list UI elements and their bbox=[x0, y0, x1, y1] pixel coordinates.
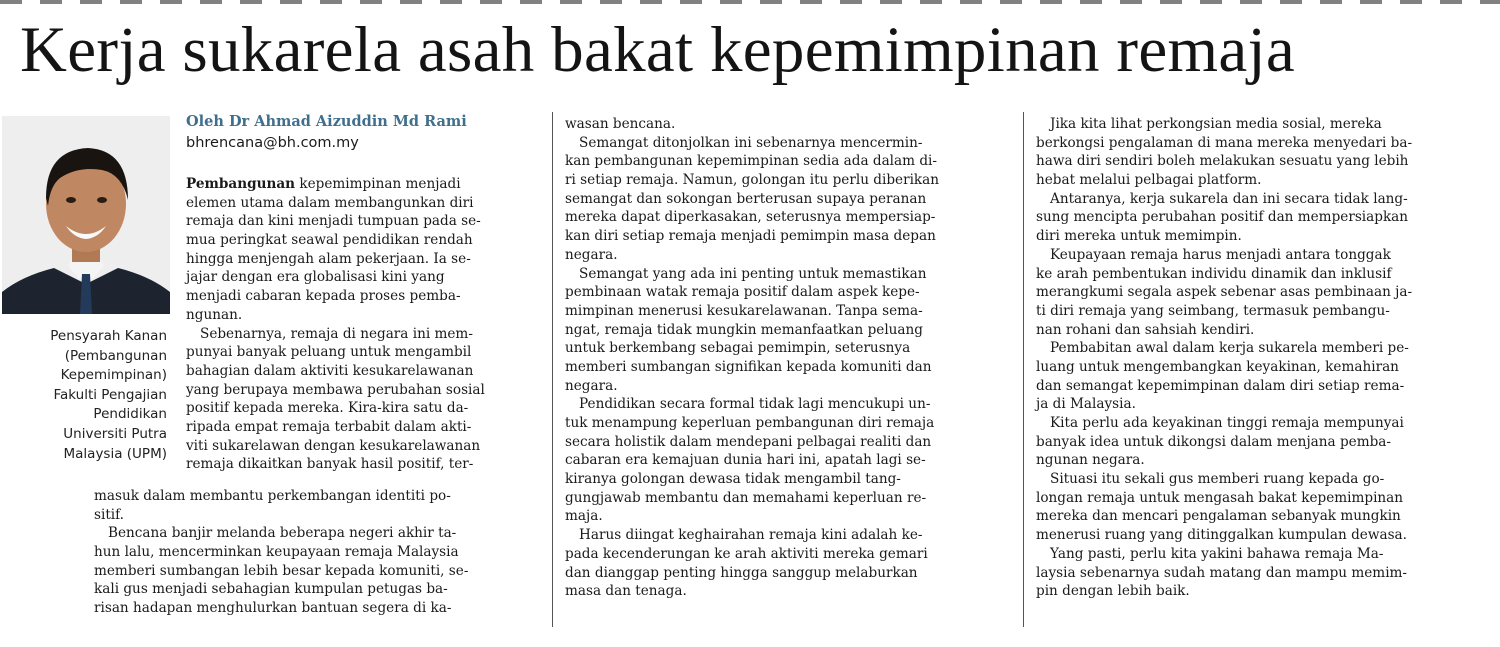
text-line: pin dengan lebih baik. bbox=[1036, 583, 1190, 600]
text-line: maja. bbox=[565, 508, 603, 525]
text-line: jajar dengan era globalisasi kini yang bbox=[186, 269, 445, 286]
text-line: ke arah pembentukan individu dinamik dan inklusif bbox=[1036, 265, 1392, 282]
column-divider-2 bbox=[1023, 112, 1024, 627]
text-line: sitif. bbox=[94, 506, 125, 523]
text-line: Bencana banjir melanda beberapa negeri akhir ta- bbox=[108, 525, 457, 542]
article-column-1-top bbox=[186, 175, 541, 474]
text-line: mereka dan mencari pengalaman sebanyak mungkin bbox=[1036, 508, 1401, 525]
text-line: mimpinan menerusi kesukarelawanan. Tanpa sema- bbox=[565, 302, 923, 319]
text-line: Sebenarnya, remaja di negara ini mem- bbox=[200, 325, 473, 342]
text-line: risan hadapan menghulurkan bantuan segera di ka- bbox=[94, 600, 452, 617]
article-column-3 bbox=[1036, 115, 1488, 601]
text-line: positif kepada mereka. Kira-kira satu da- bbox=[186, 400, 469, 417]
caption-line: Kepemimpinan) bbox=[60, 367, 167, 384]
text-line: hingga menjengah alam pekerjaan. Ia se- bbox=[186, 250, 471, 267]
text-line: ngunan. bbox=[186, 306, 243, 323]
text-line: diri mereka untuk memimpin. bbox=[1036, 228, 1242, 245]
text-line: secara holistik dalam mendepani pelbagai realiti dan bbox=[565, 433, 932, 450]
article-column-1-bottom bbox=[94, 487, 544, 618]
text-line: Harus diingat keghairahan remaja kini adalah ke- bbox=[579, 527, 923, 544]
text-line: masa dan tenaga. bbox=[565, 583, 687, 600]
text-line: untuk berkembang sebagai pemimpin, seterusnya bbox=[565, 340, 911, 357]
text-line: pembinaan watak remaja positif dalam aspek kepe- bbox=[565, 284, 920, 301]
text-line: Pembabitan awal dalam kerja sukarela memberi pe- bbox=[1050, 340, 1409, 357]
text-line: nan rohani dan sahsiah kendiri. bbox=[1036, 321, 1255, 338]
text-line: kan diri setiap remaja menjadi pemimpin masa depan bbox=[565, 228, 936, 245]
text-line: Antaranya, kerja sukarela dan ini secara tidak lang- bbox=[1050, 190, 1408, 207]
text-line: yang berupaya membawa perubahan sosial bbox=[186, 381, 485, 398]
author-photo bbox=[2, 116, 170, 314]
text-line: punyai banyak peluang untuk mengambil bbox=[186, 344, 472, 361]
lead-line bbox=[186, 175, 541, 194]
text-line: ngunan negara. bbox=[1036, 452, 1145, 469]
text-line: ripada empat remaja terbabit dalam akti- bbox=[186, 418, 472, 435]
text-line: ngat, remaja tidak mungkin memanfaatkan peluang bbox=[565, 321, 923, 338]
headline: Kerja sukarela asah bakat kepemimpinan remaja bbox=[20, 14, 1296, 86]
text-line: Kita perlu ada keyakinan tinggi remaja mempunyai bbox=[1050, 415, 1404, 431]
text-line: dan dianggap penting hingga sanggup melaburkan bbox=[565, 564, 918, 581]
text-line: kali gus menjadi sebahagian kumpulan petugas ba- bbox=[94, 581, 448, 598]
text-line: longan remaja untuk mengasah bakat kepemimpinan bbox=[1036, 489, 1404, 506]
text-line: merangkumi segala aspek sebenar asas pembinaan ja- bbox=[1036, 284, 1413, 301]
text-line: Semangat ditonjolkan ini sebenarnya mencermin- bbox=[579, 134, 923, 151]
author-portrait-icon bbox=[2, 116, 170, 314]
text-line: masuk dalam membantu perkembangan identiti po- bbox=[94, 488, 451, 504]
text-line: gungjawab membantu dan memahami keperluan re- bbox=[565, 489, 927, 506]
text-line: mua peringkat seawal pendidikan rendah bbox=[186, 232, 473, 249]
text-line: memberi sumbangan lebih besar kepada komuniti, se- bbox=[94, 562, 469, 579]
top-border-dashes bbox=[0, 0, 1500, 4]
text-line: ja di Malaysia. bbox=[1036, 396, 1136, 413]
caption-line: Malaysia (UPM) bbox=[63, 445, 167, 462]
text-line: menerusi ruang yang ditinggalkan kumpulan dewasa. bbox=[1036, 527, 1407, 544]
text-line: luang untuk mengembangkan keyakinan, kemahiran bbox=[1036, 358, 1399, 375]
text-line: Jika kita lihat perkongsian media sosial, mereka bbox=[1050, 116, 1382, 132]
text-line: cabaran era kemajuan dunia hari ini, apatah lagi se- bbox=[565, 452, 926, 469]
byline-author: Oleh Dr Ahmad Aizuddin Md Rami bbox=[186, 113, 467, 130]
lead-line-rest: kepemimpinan menjadi bbox=[295, 176, 461, 192]
text-line: tuk menampung keperluan pembangunan diri remaja bbox=[565, 415, 935, 431]
text-line: elemen utama dalam membangunkan diri bbox=[186, 194, 474, 211]
text-line: hun lalu, mencerminkan keupayaan remaja Malaysia bbox=[94, 544, 459, 561]
text-line: pada kecenderungan ke arah aktiviti mereka gemari bbox=[565, 545, 928, 562]
caption-line: (Pembangunan bbox=[64, 347, 167, 364]
lead-word: Pembangunan bbox=[186, 176, 296, 192]
text-line: kan pembangunan kepemimpinan sedia ada dalam di- bbox=[565, 153, 937, 170]
text-line: Pendidikan secara formal tidak lagi mencukupi un- bbox=[579, 396, 931, 413]
text-line: berkongsi pengalaman di mana mereka menyedari ba- bbox=[1036, 134, 1413, 151]
text-line: semangat dan sokongan berterusan supaya peranan bbox=[565, 190, 927, 207]
text-line: remaja dan kini menjadi tumpuan pada se- bbox=[186, 213, 481, 230]
text-line: negara. bbox=[565, 246, 618, 263]
text-line: remaja dikaitkan banyak hasil positif, ter- bbox=[186, 456, 474, 473]
text-line: Situasi itu sekali gus memberi ruang kepada go- bbox=[1050, 471, 1385, 488]
text-line: banyak idea untuk dikongsi dalam menjana pemba- bbox=[1036, 433, 1391, 450]
text-line: kiranya golongan dewasa tidak mengambil tang- bbox=[565, 471, 901, 488]
text-line: Semangat yang ada ini penting untuk memastikan bbox=[579, 265, 927, 282]
text-line: sung mencipta perubahan positif dan mempersiapkan bbox=[1036, 209, 1409, 226]
text-line: ri setiap remaja. Namun, golongan itu perlu diberikan bbox=[565, 172, 940, 189]
column-divider-1 bbox=[552, 112, 553, 627]
caption-line: Universiti Putra bbox=[63, 425, 167, 442]
byline-email: bhrencana@bh.com.my bbox=[186, 135, 359, 151]
text-line: dan semangat kepemimpinan dalam diri setiap rema- bbox=[1036, 377, 1405, 394]
text-line: Yang pasti, perlu kita yakini bahawa remaja Ma- bbox=[1050, 545, 1384, 562]
text-line: memberi sumbangan signifikan kepada komuniti dan bbox=[565, 358, 932, 375]
text-line: menjadi cabaran kepada proses pemba- bbox=[186, 288, 461, 305]
text-line: laysia sebenarnya sudah matang dan mampu memim- bbox=[1036, 564, 1408, 581]
text-line: bahagian dalam aktiviti kesukarelawanan bbox=[186, 362, 474, 379]
caption-line: Pensyarah Kanan bbox=[50, 328, 167, 344]
text-line: ti diri remaja yang seimbang, termasuk pembangu- bbox=[1036, 302, 1390, 319]
text-line: hawa diri sendiri boleh melakukan sesuatu yang lebih bbox=[1036, 153, 1409, 170]
caption-line: Fakulti Pengajian bbox=[53, 386, 167, 403]
text-line: Keupayaan remaja harus menjadi antara tonggak bbox=[1050, 246, 1391, 263]
caption-line: Pendidikan bbox=[93, 406, 167, 423]
text-line: hebat melalui pelbagai platform. bbox=[1036, 172, 1262, 189]
author-caption bbox=[0, 327, 167, 464]
text-line: wasan bencana. bbox=[565, 116, 676, 132]
text-line: mereka dapat diperkasakan, seterusnya mempersiap- bbox=[565, 209, 936, 226]
article-column-2 bbox=[565, 115, 1013, 601]
text-line: viti sukarelawan dengan kesukarelawanan bbox=[186, 437, 481, 454]
text-line: negara. bbox=[565, 377, 618, 394]
